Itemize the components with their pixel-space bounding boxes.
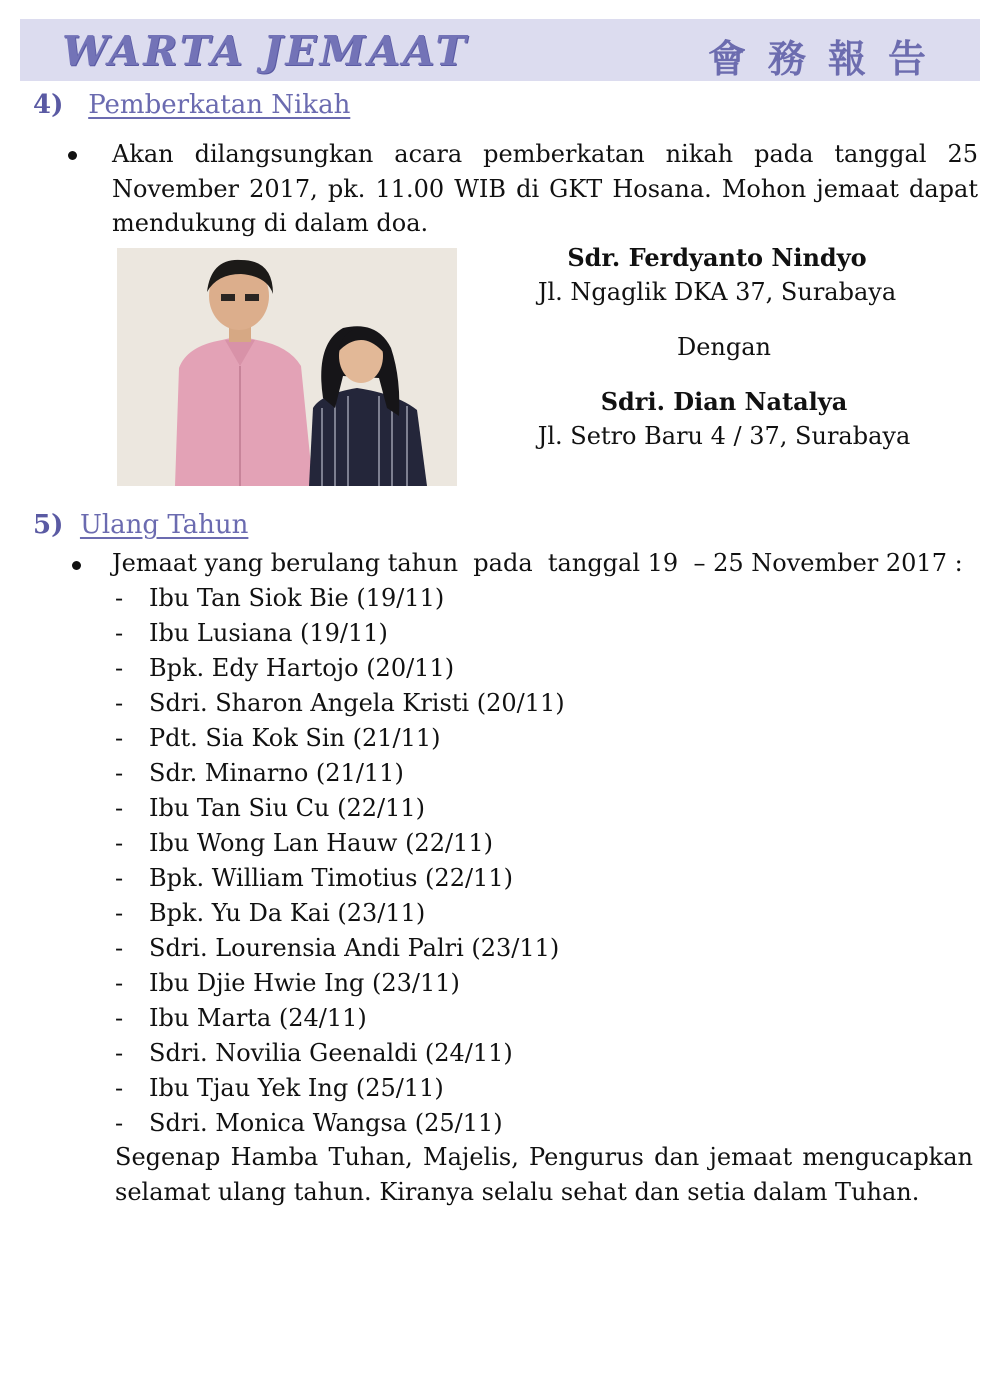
groom-info [512, 240, 922, 310]
bride-name: Sdri. Dian Natalya [600, 387, 848, 416]
list-item [115, 1001, 565, 1036]
groom-address: Jl. Ngaglik DKA 37, Surabaya [537, 278, 897, 306]
birthday-entry: Bpk. William Timotius (22/11) [149, 864, 513, 892]
birthday-entry: Ibu Lusiana (19/11) [149, 619, 388, 647]
dash: - [115, 899, 124, 927]
closing-message: Segenap Hamba Tuhan, Majelis, Pengurus dan jemaat mengucapkan selamat ulang tahun. Kiranya selalu sehat dan setia dalam Tuhan. [115, 1143, 973, 1206]
list-item [115, 581, 565, 616]
birthday-entry: Sdri. Monica Wangsa (25/11) [149, 1109, 503, 1137]
section-heading-birthdays [33, 510, 248, 540]
birthday-entry: Sdri. Novilia Geenaldi (24/11) [149, 1039, 513, 1067]
connector-text: Dengan [676, 333, 772, 361]
dash: - [115, 654, 124, 682]
section-number: 4) [33, 90, 64, 120]
birthday-entry: Ibu Wong Lan Hauw (22/11) [149, 829, 493, 857]
bullet-icon [68, 151, 77, 160]
masthead-title: WARTA JEMAAT [62, 27, 469, 75]
section-title: Pemberkatan Nikah [88, 90, 351, 120]
dash: - [115, 1039, 124, 1067]
birthday-entry: Ibu Tan Siok Bie (19/11) [149, 584, 445, 612]
list-item [115, 966, 565, 1001]
list-item [115, 756, 565, 791]
birthday-entry: Bpk. Yu Da Kai (23/11) [149, 899, 426, 927]
dash: - [115, 1004, 124, 1032]
list-item [115, 1036, 565, 1071]
cjk-title: 會務報告 [707, 37, 948, 81]
dash: - [115, 794, 124, 822]
groom-name: Sdr. Ferdyanto Nindyo [567, 243, 867, 272]
couple-photo [117, 248, 457, 486]
wedding-announcement: Akan dilangsungkan acara pemberkatan nikah pada tanggal 25 November 2017, pk. 11.00 WIB di GKT Hosana. Mohon jemaat dapat mendukung di dalam doa. [112, 140, 978, 237]
birthday-entry: Bpk. Edy Hartojo (20/11) [149, 654, 455, 682]
birthday-list [115, 581, 565, 1141]
dash: - [115, 759, 124, 787]
dash: - [115, 934, 124, 962]
dash: - [115, 689, 124, 717]
birthday-entry: Sdri. Lourensia Andi Palri (23/11) [149, 934, 560, 962]
birthday-entry: Sdri. Sharon Angela Kristi (20/11) [149, 689, 565, 717]
bride-address: Jl. Setro Baru 4 / 37, Surabaya [537, 422, 911, 450]
birthday-intro: Jemaat yang berulang tahun pada tanggal 19 – 25 November 2017 : [112, 549, 963, 577]
list-item [115, 861, 565, 896]
birthday-entry: Sdr. Minarno (21/11) [149, 759, 404, 787]
list-item [115, 931, 565, 966]
header-banner [20, 19, 980, 81]
section-title: Ulang Tahun [79, 510, 249, 540]
dash: - [115, 724, 124, 752]
list-item [115, 896, 565, 931]
section-heading-wedding [33, 90, 350, 120]
list-item [115, 791, 565, 826]
dash: - [115, 619, 124, 647]
section-number: 5) [33, 510, 64, 540]
birthday-entry: Ibu Tan Siu Cu (22/11) [149, 794, 426, 822]
list-item [115, 1106, 565, 1141]
birthday-entry: Ibu Djie Hwie Ing (23/11) [149, 969, 460, 997]
bullet-icon [72, 561, 81, 570]
list-item [115, 686, 565, 721]
list-item [115, 826, 565, 861]
dash: - [115, 584, 124, 612]
list-item [115, 721, 565, 756]
dash: - [115, 1074, 124, 1102]
bride-info [512, 384, 936, 454]
dash: - [115, 969, 124, 997]
birthday-entry: Pdt. Sia Kok Sin (21/11) [149, 724, 441, 752]
dash: - [115, 1109, 124, 1137]
dash: - [115, 829, 124, 857]
list-item [115, 616, 565, 651]
birthday-entry: Ibu Tjau Yek Ing (25/11) [149, 1074, 444, 1102]
list-item [115, 651, 565, 686]
list-item [115, 1071, 565, 1106]
birthday-entry: Ibu Marta (24/11) [149, 1004, 367, 1032]
dash: - [115, 864, 124, 892]
